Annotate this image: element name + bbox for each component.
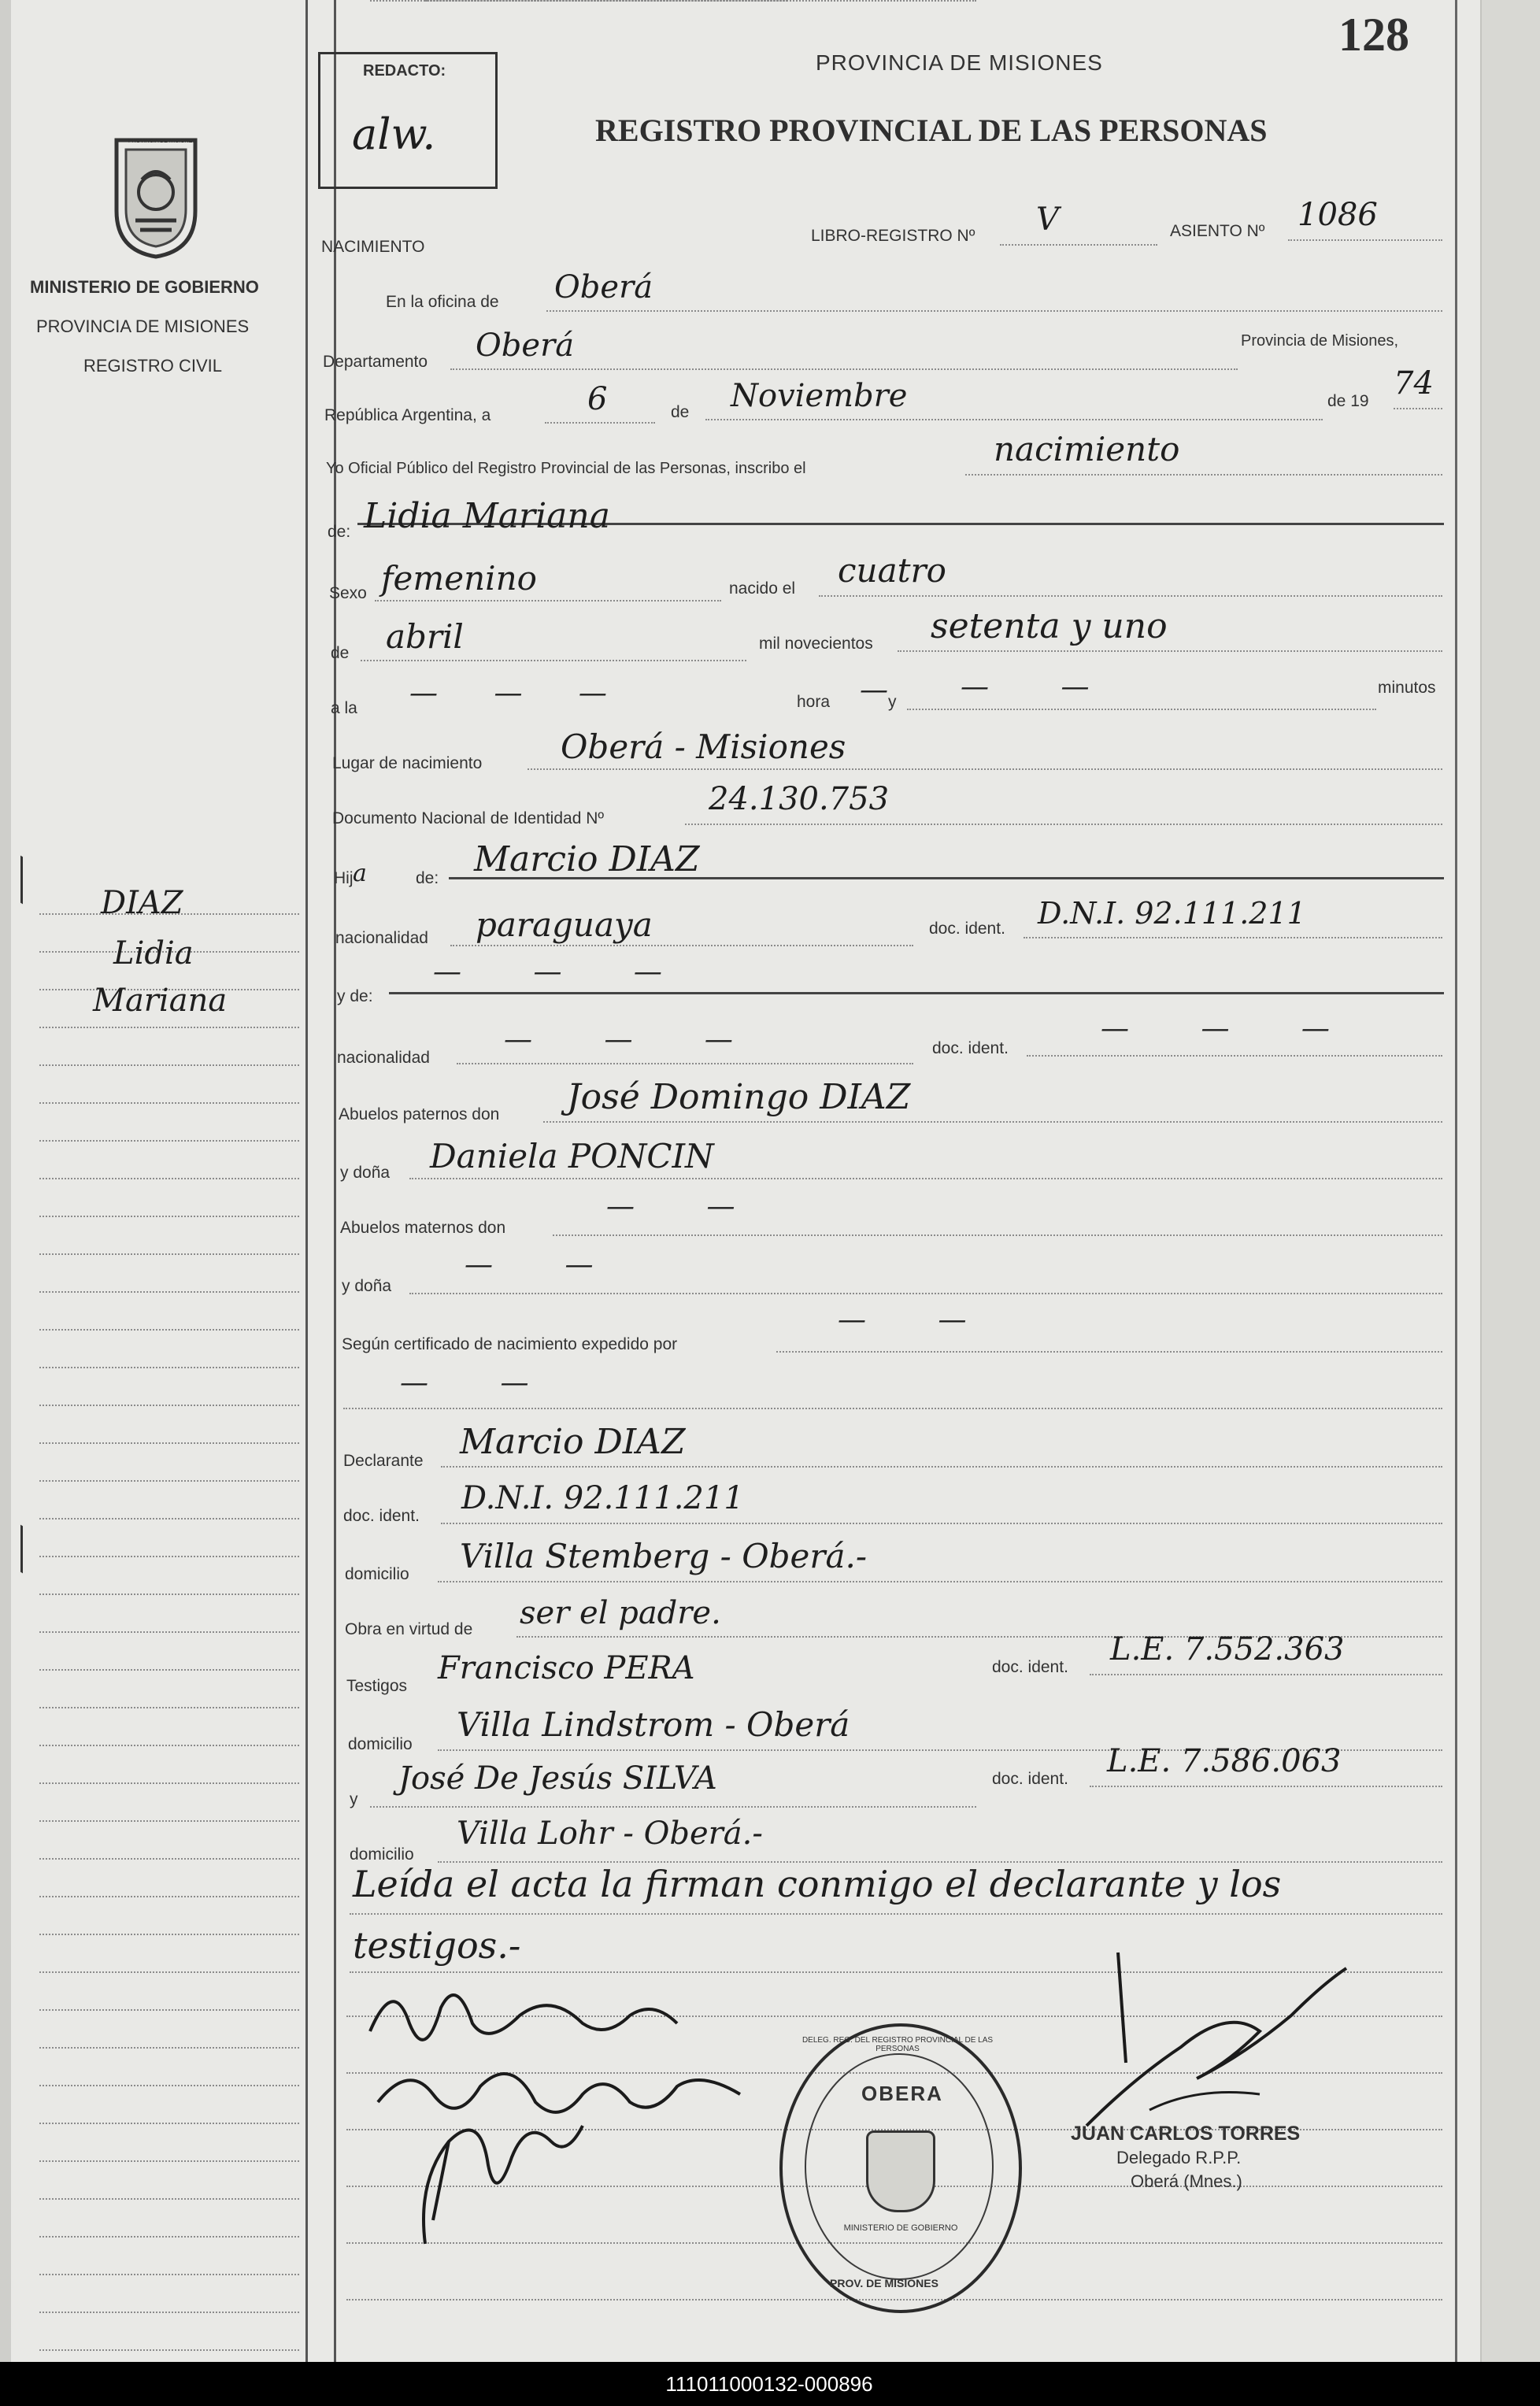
oficina-value: Oberá	[554, 269, 653, 305]
nac1-line	[450, 945, 913, 946]
obra-value: ser el padre.	[520, 1595, 721, 1631]
segun-value-2: — —	[400, 1367, 561, 1399]
seal-province-text: PROV. DE MISIONES	[830, 2277, 938, 2289]
archive-code: 111011000132-000896	[0, 2362, 1538, 2406]
margin-rule	[39, 1820, 299, 1822]
nacimiento-label: NACIMIENTO	[321, 238, 425, 256]
ala-value: — — —	[409, 677, 631, 709]
margin-rule	[39, 1631, 299, 1633]
signatures	[346, 1945, 787, 2260]
nac1-label: nacionalidad	[335, 929, 428, 947]
official-place: Oberá (Mnes.)	[1131, 2171, 1242, 2191]
testigo1-value: Francisco PERA	[438, 1650, 695, 1686]
domicilio2-label: domicilio	[348, 1735, 413, 1753]
domicilio3-label: domicilio	[350, 1845, 414, 1864]
y-value: — —	[961, 671, 1121, 703]
domicilio3-value: Villa Lohr - Oberá.-	[457, 1816, 763, 1852]
name-value: Lidia Mariana	[364, 496, 610, 536]
margin-rule	[39, 1745, 299, 1746]
margin-rule	[39, 1669, 299, 1671]
emblem-lettering: PROVINCIA DE MISIONES	[128, 139, 196, 144]
domicilio1-line	[438, 1581, 1442, 1582]
margin-line	[305, 0, 308, 2362]
month2-line	[361, 660, 746, 661]
testigos-label: Testigos	[346, 1677, 408, 1695]
margin-rule	[39, 1518, 299, 1519]
ydona1-value: Daniela PONCIN	[430, 1137, 714, 1175]
redacto-value: alw.	[352, 109, 436, 159]
official-name: JUAN CARLOS TORRES	[1071, 2123, 1301, 2145]
segun-line-2	[343, 1408, 1442, 1409]
minutos-label: minutos	[1378, 679, 1436, 697]
margin-rule	[39, 2312, 299, 2313]
hora-label: hora	[797, 693, 831, 711]
margin-surname: DIAZ	[101, 885, 183, 921]
nac2-label: nacionalidad	[337, 1049, 430, 1067]
dni-line	[685, 824, 1442, 825]
departamento-label: Departamento	[323, 353, 428, 371]
month2-value: abril	[386, 617, 464, 656]
segun-line	[776, 1351, 1442, 1353]
father-value: Marcio DIAZ	[474, 839, 700, 879]
sexo-value: femenino	[381, 559, 537, 598]
hij-de-label: de:	[416, 869, 439, 887]
seal-center-text: OBERA	[861, 2082, 943, 2105]
testigo2-value: José De Jesús SILVA	[398, 1760, 717, 1797]
mother-value: — — —	[433, 956, 694, 988]
docident4-value: L.E. 7.552.363	[1110, 1631, 1345, 1668]
asiento-line	[1288, 239, 1442, 241]
abuelos-mat-label: Abuelos maternos don	[340, 1219, 506, 1237]
margin-rule	[39, 1178, 299, 1179]
margin-rule	[39, 1102, 299, 1104]
abuelos-pat-label: Abuelos paternos don	[339, 1105, 500, 1123]
declarante-value: Marcio DIAZ	[460, 1422, 686, 1462]
nac1-value: paraguaya	[476, 905, 653, 944]
redacto-box	[318, 52, 498, 189]
docident5-label: doc. ident.	[992, 1770, 1068, 1788]
year-prefix: de 19	[1327, 392, 1369, 410]
margin-rule	[39, 1858, 299, 1860]
obra-label: Obra en virtud de	[345, 1620, 473, 1638]
mother-line	[389, 992, 1444, 994]
margin-rule	[39, 1442, 299, 1444]
closing-line-2: testigos.-	[353, 1924, 521, 1967]
day-line	[545, 422, 655, 424]
margin-rule	[39, 2198, 299, 2200]
docident3-label: doc. ident.	[343, 1507, 420, 1525]
seal-emblem	[866, 2130, 935, 2212]
segun-label: Según certificado de nacimiento expedido por	[342, 1335, 678, 1353]
declarante-line	[441, 1466, 1442, 1468]
month-line	[705, 419, 1323, 420]
margin-rule	[39, 1556, 299, 1557]
hij-suffix: a	[353, 860, 367, 887]
margin-rule	[39, 1405, 299, 1406]
ydona2-line	[409, 1293, 1442, 1294]
testigo2-line	[370, 1806, 976, 1808]
margin-rule	[39, 1896, 299, 1897]
margin-rule	[39, 2123, 299, 2124]
ydona1-label: y doña	[340, 1164, 391, 1182]
sexo-line	[375, 600, 721, 602]
margin-rule	[39, 1064, 299, 1066]
official-title: Delegado R.P.P.	[1116, 2148, 1242, 2167]
margin-rule	[39, 1329, 299, 1331]
dni-label: Documento Nacional de Identidad Nº	[332, 809, 605, 827]
domicilio2-value: Villa Lindstrom - Oberá	[457, 1705, 850, 1744]
margin-rule	[39, 1140, 299, 1142]
y-label: y	[888, 693, 897, 711]
minutes-line	[907, 709, 1376, 710]
yo-label: Yo Oficial Público del Registro Provincial de las Personas, inscribo el	[326, 460, 806, 477]
asiento-value: 1086	[1298, 197, 1378, 233]
abuelos-pat-line	[543, 1121, 1442, 1123]
month-value: Noviembre	[731, 378, 908, 414]
declarante-label: Declarante	[343, 1452, 424, 1470]
yde-label: y de:	[337, 987, 373, 1005]
asiento-label: ASIENTO Nº	[1170, 222, 1265, 240]
docident2-line	[1027, 1055, 1442, 1057]
docident2-label: doc. ident.	[932, 1039, 1009, 1057]
lugar-value: Oberá - Misiones	[561, 727, 846, 766]
testigo1-line	[425, 0, 976, 2]
lugar-line	[528, 768, 1442, 770]
signature-witness-1	[378, 2074, 740, 2112]
margin-rule	[39, 2160, 299, 2162]
nacido-value: cuatro	[838, 551, 946, 590]
republica-label: República Argentina, a	[324, 406, 491, 424]
nac2-value: — — —	[504, 1023, 764, 1056]
docident1-line	[1024, 937, 1442, 938]
docident4-line	[1090, 1674, 1442, 1675]
year-value: 74	[1394, 365, 1434, 402]
margin-rule	[39, 1971, 299, 1973]
official-seal	[779, 2023, 1022, 2313]
nacido-line	[819, 595, 1442, 597]
year-words-line	[898, 650, 1442, 652]
seal-ministry-text: MINISTERIO DE GOBIERNO	[843, 2223, 958, 2233]
margin-rule	[39, 1291, 299, 1293]
margin-rule	[39, 1707, 299, 1708]
page-edge	[0, 0, 11, 2362]
docident3-value: D.N.I. 92.111.211	[461, 1480, 744, 1516]
closing-line-1-rule	[350, 1913, 1442, 1915]
inscribo-value: nacimiento	[994, 430, 1180, 468]
hij-label: Hij	[334, 869, 354, 887]
docident3-line	[441, 1523, 1442, 1524]
closing-line-1: Leída el acta la firman conmigo el declarante y los	[353, 1863, 1282, 1905]
nac2-line	[457, 1063, 913, 1064]
ala-label: a la	[331, 699, 357, 717]
libro-label: LIBRO-REGISTRO Nº	[811, 227, 975, 245]
margin-rule	[39, 1253, 299, 1255]
departamento-line	[450, 368, 1238, 370]
margin-first-name: Lidia	[113, 935, 194, 972]
margin-rule	[39, 1367, 299, 1368]
abuelos-pat-value: José Domingo DIAZ	[567, 1077, 911, 1117]
margin-rule	[39, 2236, 299, 2238]
dni-value: 24.130.753	[709, 781, 890, 817]
page-number: 128	[1338, 9, 1409, 61]
year-line	[1394, 408, 1442, 409]
margin-rule	[39, 1782, 299, 1784]
departamento-value: Oberá	[476, 328, 575, 364]
de3-label: de	[331, 644, 350, 662]
oficina-line	[546, 310, 1442, 312]
libro-line	[1000, 244, 1157, 246]
margin-second-name: Mariana	[93, 983, 228, 1019]
margin-rule	[39, 2274, 299, 2275]
abuelos-mat-line	[553, 1234, 1442, 1236]
ydona2-label: y doña	[342, 1277, 392, 1295]
margin-rule	[39, 1027, 299, 1028]
docident1-label: doc. ident.	[929, 920, 1005, 938]
margin-rule	[39, 1934, 299, 1935]
official-signature	[1071, 1921, 1370, 2157]
margin-rule	[39, 1594, 299, 1595]
mil-label: mil novecientos	[759, 635, 873, 653]
redacto-label: REDACTO:	[363, 62, 446, 80]
libro-value: V	[1036, 202, 1059, 238]
seal-ring-text: DELEG. REG. DEL REGISTRO PROVINCIAL DE LAS PERSONAS	[801, 2036, 994, 2053]
hora-value: —	[860, 674, 888, 706]
docident5-line	[1090, 1786, 1442, 1787]
margin-rule	[39, 2085, 299, 2086]
y2-label: y	[350, 1790, 358, 1808]
header-title: REGISTRO PROVINCIAL DE LAS PERSONAS	[595, 113, 1268, 148]
ydona1-line	[409, 1178, 1442, 1179]
nacido-label: nacido el	[729, 579, 796, 598]
province-label: PROVINCIA DE MISIONES	[36, 316, 250, 336]
margin-rule	[39, 2349, 299, 2351]
header-province: PROVINCIA DE MISIONES	[816, 50, 1103, 75]
provincia-suffix: Provincia de Misiones,	[1241, 332, 1399, 350]
margin-rule	[39, 2009, 299, 2011]
abuelos-mat-value: — —	[606, 1190, 767, 1223]
margin-rule	[39, 2047, 299, 2049]
de2-label: de:	[328, 523, 351, 541]
lugar-label: Lugar de nacimiento	[332, 754, 483, 772]
docident5-value: L.E. 7.586.063	[1107, 1743, 1342, 1779]
docident4-label: doc. ident.	[992, 1658, 1068, 1676]
provincial-emblem	[101, 132, 211, 261]
docident2-value: — — —	[1101, 1012, 1361, 1045]
segun-value: — —	[838, 1304, 998, 1336]
oficina-label: En la oficina de	[386, 293, 499, 311]
margin-rule	[39, 1216, 299, 1217]
ministry-label: MINISTERIO DE GOBIERNO	[30, 277, 259, 297]
de-label: de	[671, 403, 690, 421]
docident1-value: D.N.I. 92.111.211	[1038, 896, 1306, 931]
margin-rule	[39, 1480, 299, 1482]
right-page-edge	[1480, 0, 1540, 2362]
day-value: 6	[587, 381, 608, 417]
domicilio1-label: domicilio	[345, 1565, 409, 1583]
year-words-value: setenta y uno	[931, 606, 1168, 646]
ydona2-value: — —	[465, 1249, 625, 1281]
domicilio1-value: Villa Stemberg - Oberá.-	[460, 1537, 868, 1575]
signature-declarante	[370, 1995, 677, 2040]
registry-label: REGISTRO CIVIL	[83, 356, 223, 376]
inscribo-line	[965, 474, 1442, 476]
sexo-label: Sexo	[329, 584, 367, 602]
right-margin-line	[1455, 0, 1457, 2362]
